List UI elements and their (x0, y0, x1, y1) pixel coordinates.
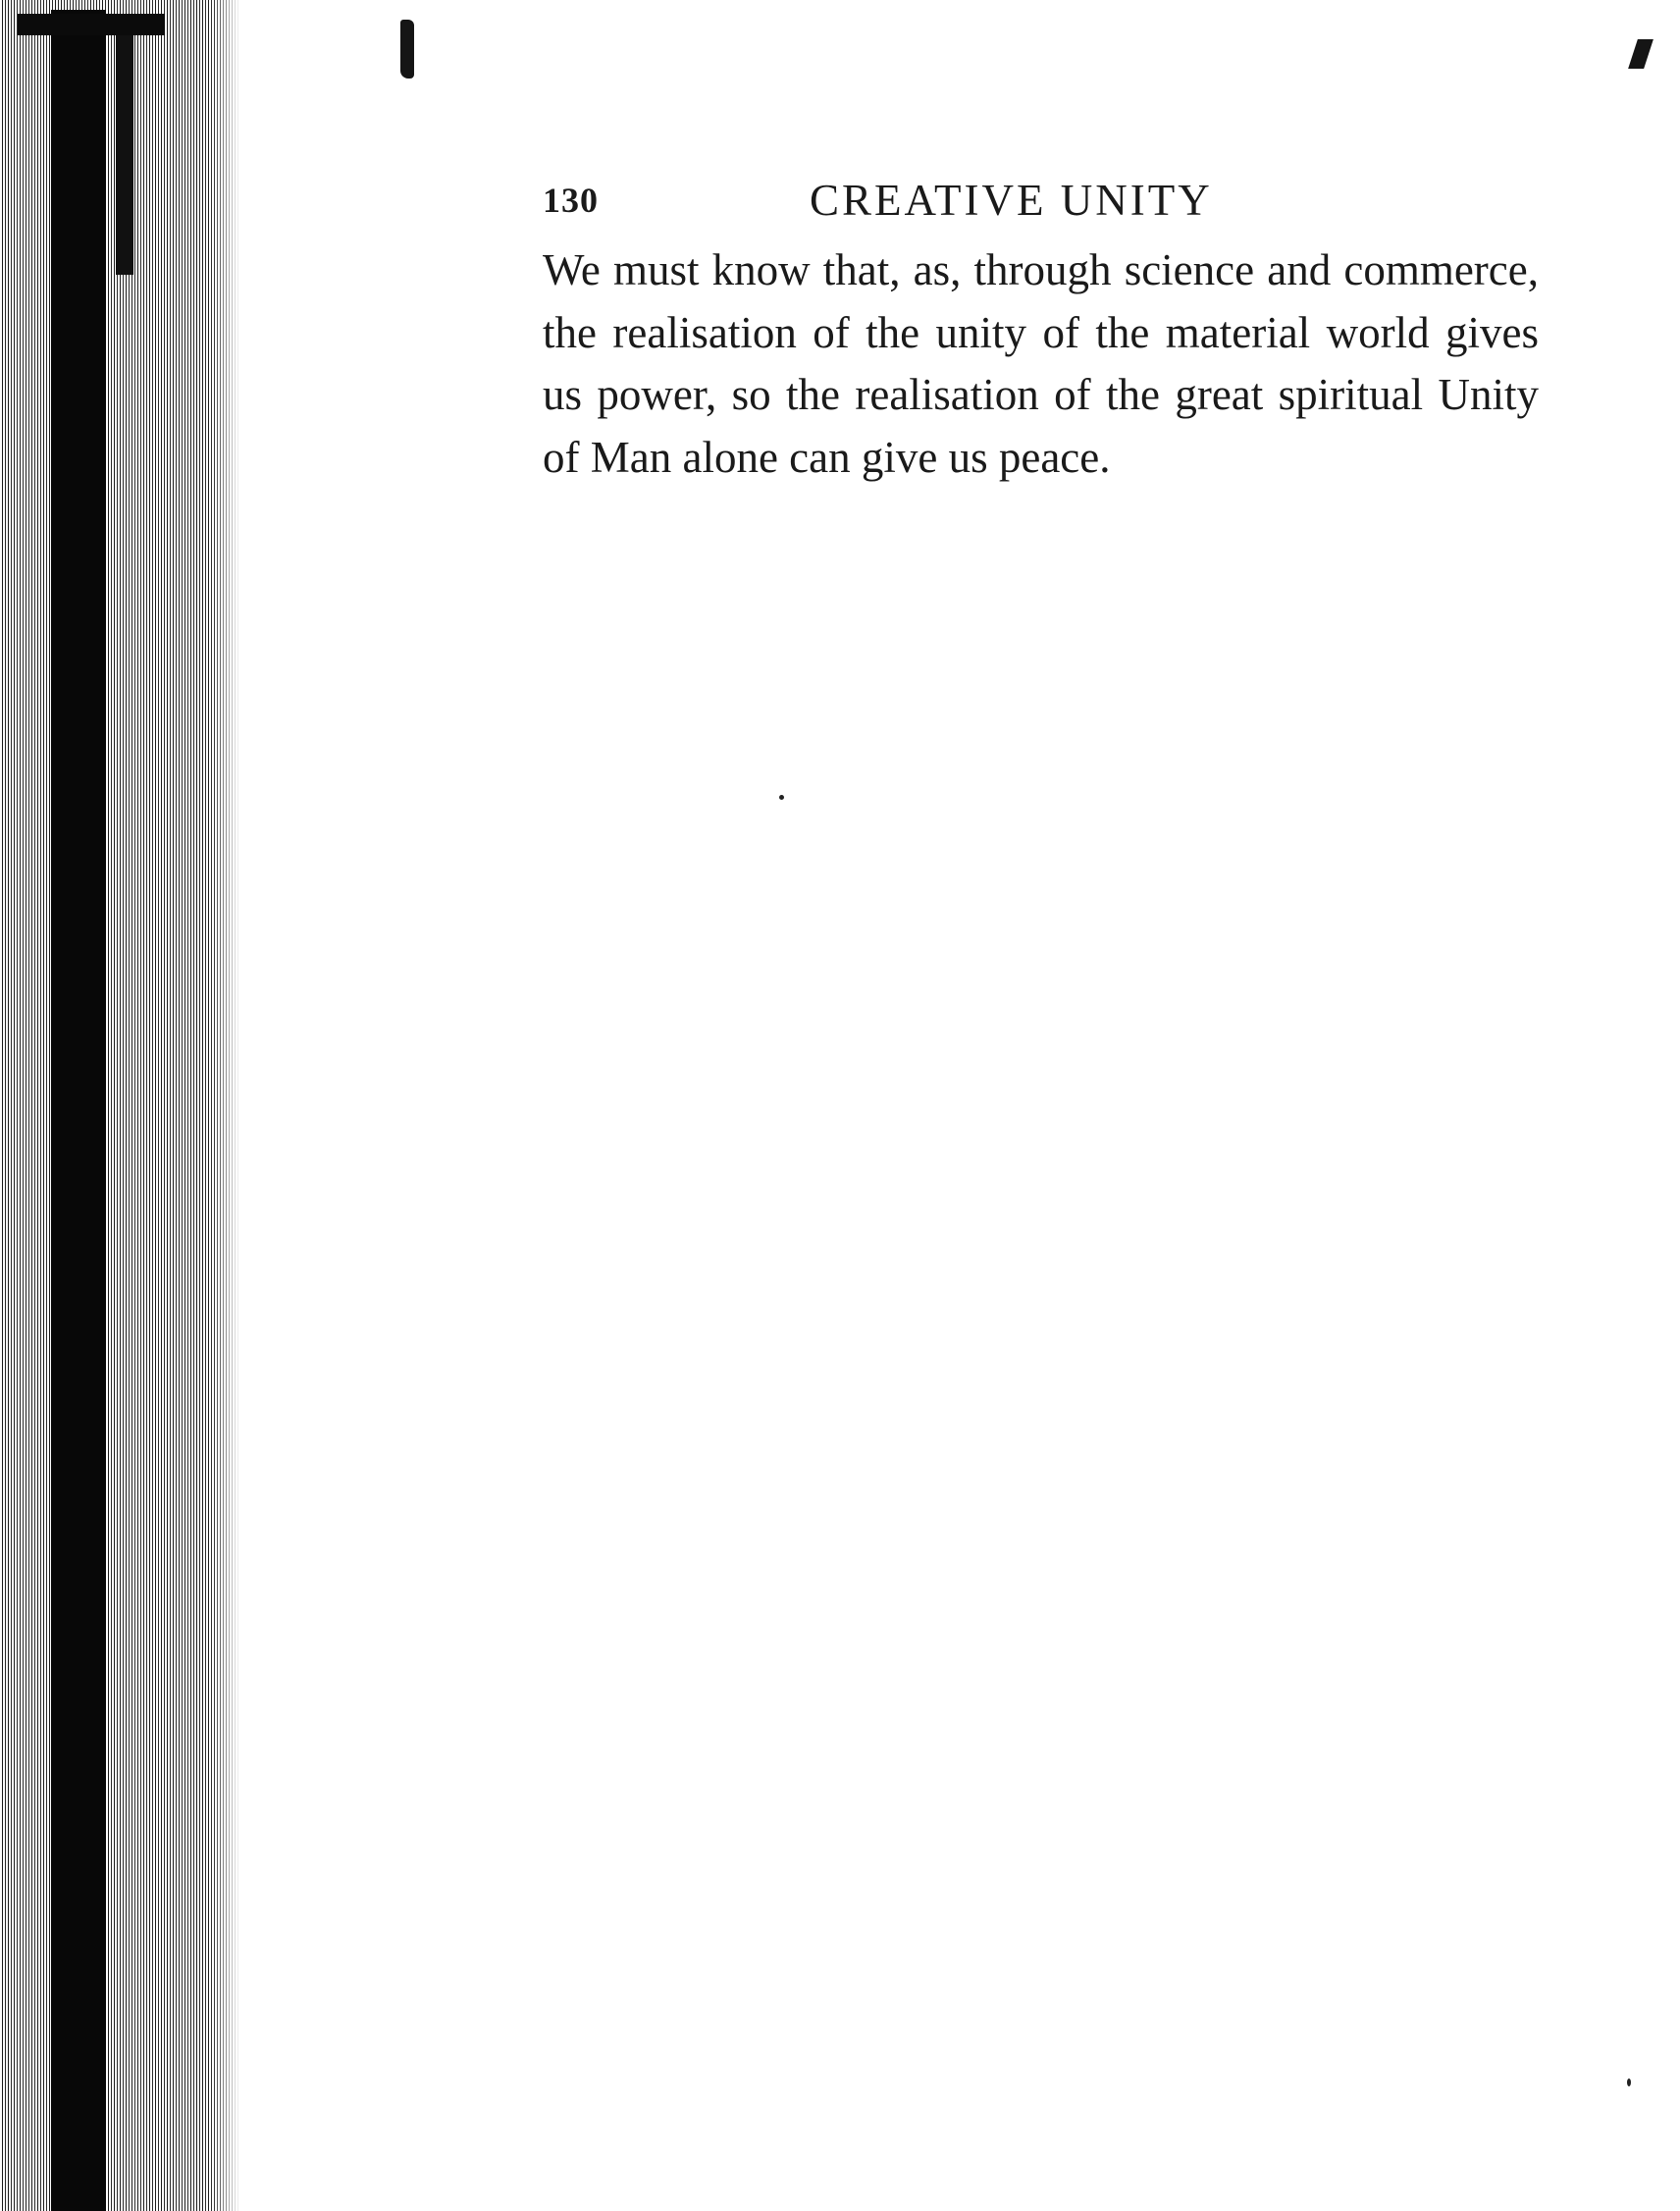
scan-artifact-corner (1628, 39, 1654, 69)
spine-shadow-band (51, 10, 106, 2211)
spine-top-mark (18, 14, 165, 35)
running-head (543, 173, 1539, 228)
scan-speck (779, 795, 784, 800)
scan-speck (1627, 2079, 1631, 2086)
spine-shadow-band-secondary (116, 20, 133, 275)
spine-fade (211, 0, 240, 2211)
running-title: CREATIVE UNITY (810, 176, 1213, 225)
scanned-page-edge (0, 0, 240, 2211)
book-page (543, 173, 1539, 533)
page-number: 130 (543, 181, 599, 220)
body-paragraph: We must know that, as, through science and commerce, the realisation of the unity of the material world gives us power, so the realisation of the great spiritual Unity of Man alone can give us peace. (543, 245, 1539, 482)
scan-artifact-top (400, 20, 414, 79)
